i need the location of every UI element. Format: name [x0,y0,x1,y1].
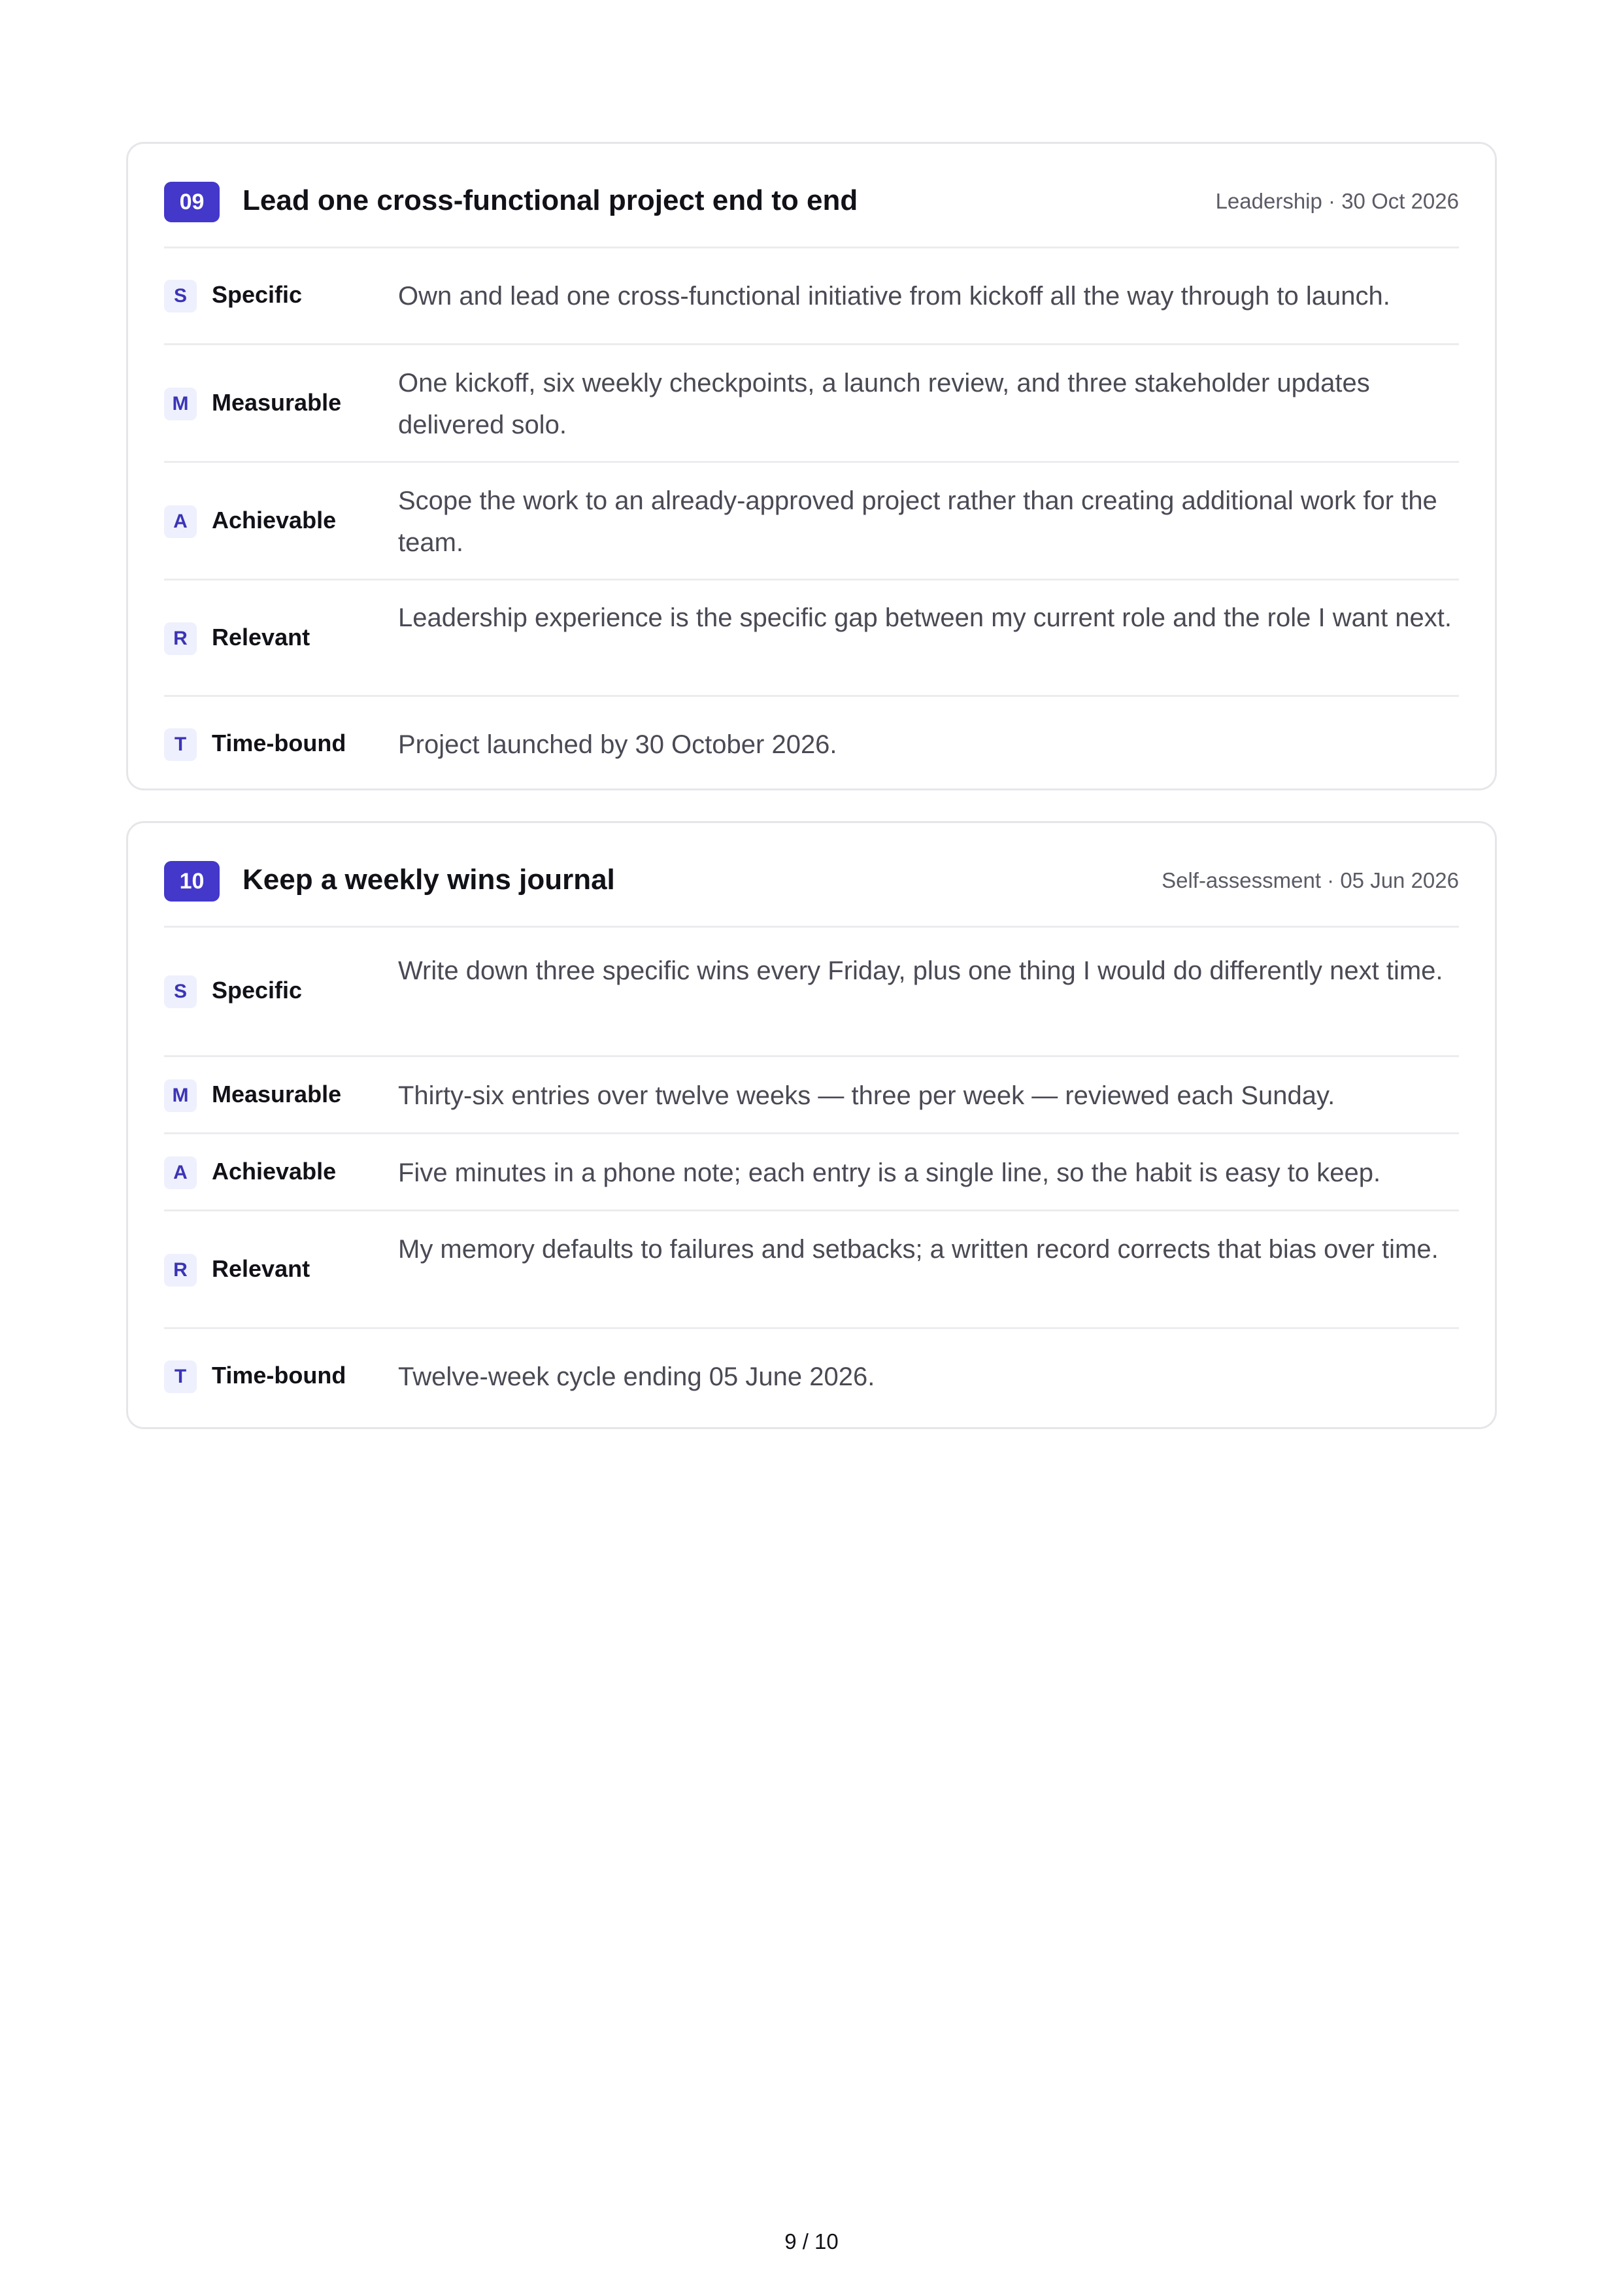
goal-number-badge: 09 [164,182,220,222]
criterion-label: Relevant [212,624,310,650]
goal-card [126,821,1497,1429]
criterion-label: Time-bound [212,730,346,756]
criterion-label: Relevant [212,1255,310,1282]
criterion-row-specific [164,248,1459,343]
criterion-row-measurable [164,1055,1459,1132]
goal-card-header [164,144,1459,248]
criterion-label: Achievable [212,1158,337,1185]
criterion-letter-badge: M [164,388,197,420]
criterion-row-relevant [164,579,1459,695]
criterion-label: Measurable [212,389,342,416]
criterion-description: Five minutes in a phone note; each entry is a single line, so the habit is easy to keep. [398,1158,1381,1187]
smart-criteria-list [164,248,1459,790]
criterion-letter-badge: T [164,1360,197,1393]
criterion-description: Write down three specific wins every Friday, plus one thing I would do differently next time. [398,956,1443,985]
criterion-letter-badge: M [164,1079,197,1112]
goal-meta: Self-assessment · 05 Jun 2026 [1162,868,1459,892]
criterion-label: Achievable [212,507,337,533]
criterion-description: Thirty-six entries over twelve weeks — three per week — reviewed each Sunday. [398,1081,1335,1110]
criterion-letter-badge: R [164,622,197,655]
goal-number-badge: 10 [164,861,220,902]
goal-meta: Leadership · 30 Oct 2026 [1215,189,1459,213]
criterion-letter-badge: T [164,728,197,761]
goal-card [126,142,1497,790]
criterion-description: Twelve-week cycle ending 05 June 2026. [398,1362,875,1391]
criterion-description: Project launched by 30 October 2026. [398,730,837,759]
criterion-row-measurable [164,343,1459,461]
criterion-letter-badge: R [164,1254,197,1287]
criterion-label: Measurable [212,1081,342,1107]
criterion-description: One kickoff, six weekly checkpoints, a launch review, and three stakeholder updates delivered solo. [398,369,1370,439]
criterion-row-time-bound [164,695,1459,790]
criterion-letter-badge: S [164,280,197,312]
criterion-row-relevant [164,1209,1459,1327]
criterion-description: My memory defaults to failures and setbacks; a written record corrects that bias over time. [398,1235,1439,1264]
criterion-label: Specific [212,281,303,308]
criterion-label: Specific [212,977,303,1004]
criterion-description: Scope the work to an already-approved project rather than creating additional work for the team. [398,486,1437,557]
criterion-letter-badge: S [164,975,197,1008]
criterion-description: Own and lead one cross-functional initiative from kickoff all the way through to launch. [398,282,1390,311]
criterion-row-achievable [164,461,1459,579]
goal-title: Keep a weekly wins journal [243,864,615,896]
goal-title: Lead one cross-functional project end to end [243,184,858,216]
criterion-description: Leadership experience is the specific gap between my current role and the role I want next. [398,603,1452,632]
criterion-row-specific [164,928,1459,1055]
goal-card-header [164,823,1459,928]
criterion-letter-badge: A [164,1156,197,1189]
criterion-label: Time-bound [212,1362,346,1389]
page-number: 9 / 10 [784,2229,839,2254]
smart-criteria-list [164,928,1459,1423]
criterion-letter-badge: A [164,505,197,538]
criterion-row-achievable [164,1132,1459,1209]
criterion-row-time-bound [164,1327,1459,1423]
